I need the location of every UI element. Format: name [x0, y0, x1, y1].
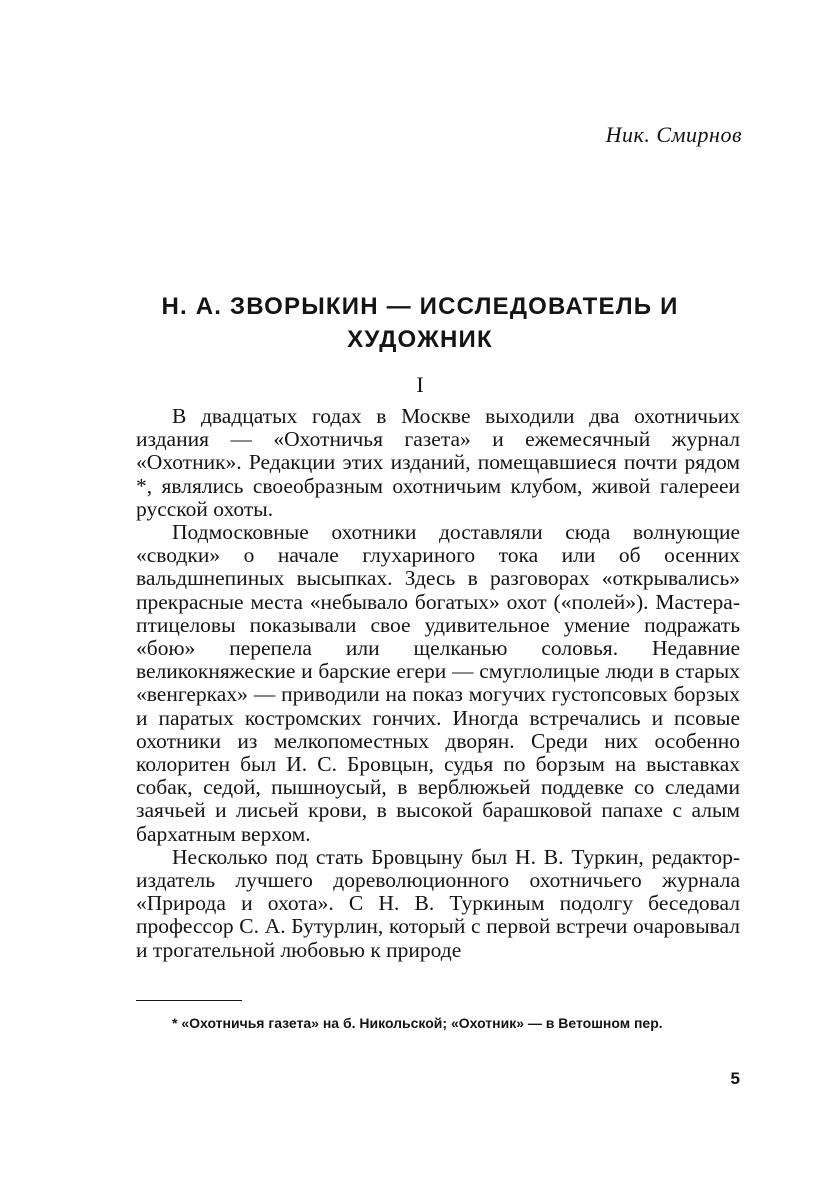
- author-name: Ник. Смирнов: [605, 122, 742, 147]
- footnote-divider: [136, 1000, 242, 1001]
- footnote: [136, 1013, 740, 1034]
- chapter-number: I: [416, 372, 424, 397]
- paragraph: Несколько под стать Бровцыну был Н. В. Туркин, редактор-издатель лучшего дореволюционного охотничьего журнала «Природа и охота». С Н. В. Туркиным подолгу беседовал профессор С. А. Бутурлин, который с первой встречи очаровывал и трогательной любовью к природе: [136, 844, 740, 962]
- article-title: Н. А. ЗВОРЫКИН — ИССЛЕДОВАТЕЛЬ И ХУДОЖНИК: [161, 293, 679, 353]
- paragraph: В двадцатых годах в Москве выходили два охотничьих издания — «Охотничья газета» и ежемесячный журнал «Охотник». Редакции этих изданий, помещавшиеся почти рядом *, являлись своеобразным охотничьим клубом, живой галерееи русской охоты.: [136, 404, 740, 521]
- body-text: [136, 405, 740, 962]
- page-number: 5: [730, 1069, 740, 1088]
- paragraph: Подмосковные охотники доставляли сюда волнующие «сводки» о начале глухариного тока или об осенних вальдшнепиных высыпках. Здесь в разговорах «открывались» прекрасные места «небывало богатых» охот («полей»). Мастера-птицеловы показывали свое удивительное умение подражать «бою» перепела или щелканью соловья. Недавние великокняжеские и барские егери — смуглолицые люди в старых «венгерках» — приводили на показ могучих густопсовых борзых и паратых костромских гончих. Иногда встречались и псовые охотники из мелкопоместных дворян. Среди них особенно колоритен был И. С. Бровцын, судья по борзым на выставках собак, седой, пышноусый, в верблюжьей поддевке со следами заячьей и лисьей крови, в высокой барашковой папахе с алым бархатным верхом.: [136, 520, 740, 846]
- footnote-text: * «Охотничья газета» на б. Никольской; «Охотник» — в Ветошном пер.: [172, 1015, 663, 1031]
